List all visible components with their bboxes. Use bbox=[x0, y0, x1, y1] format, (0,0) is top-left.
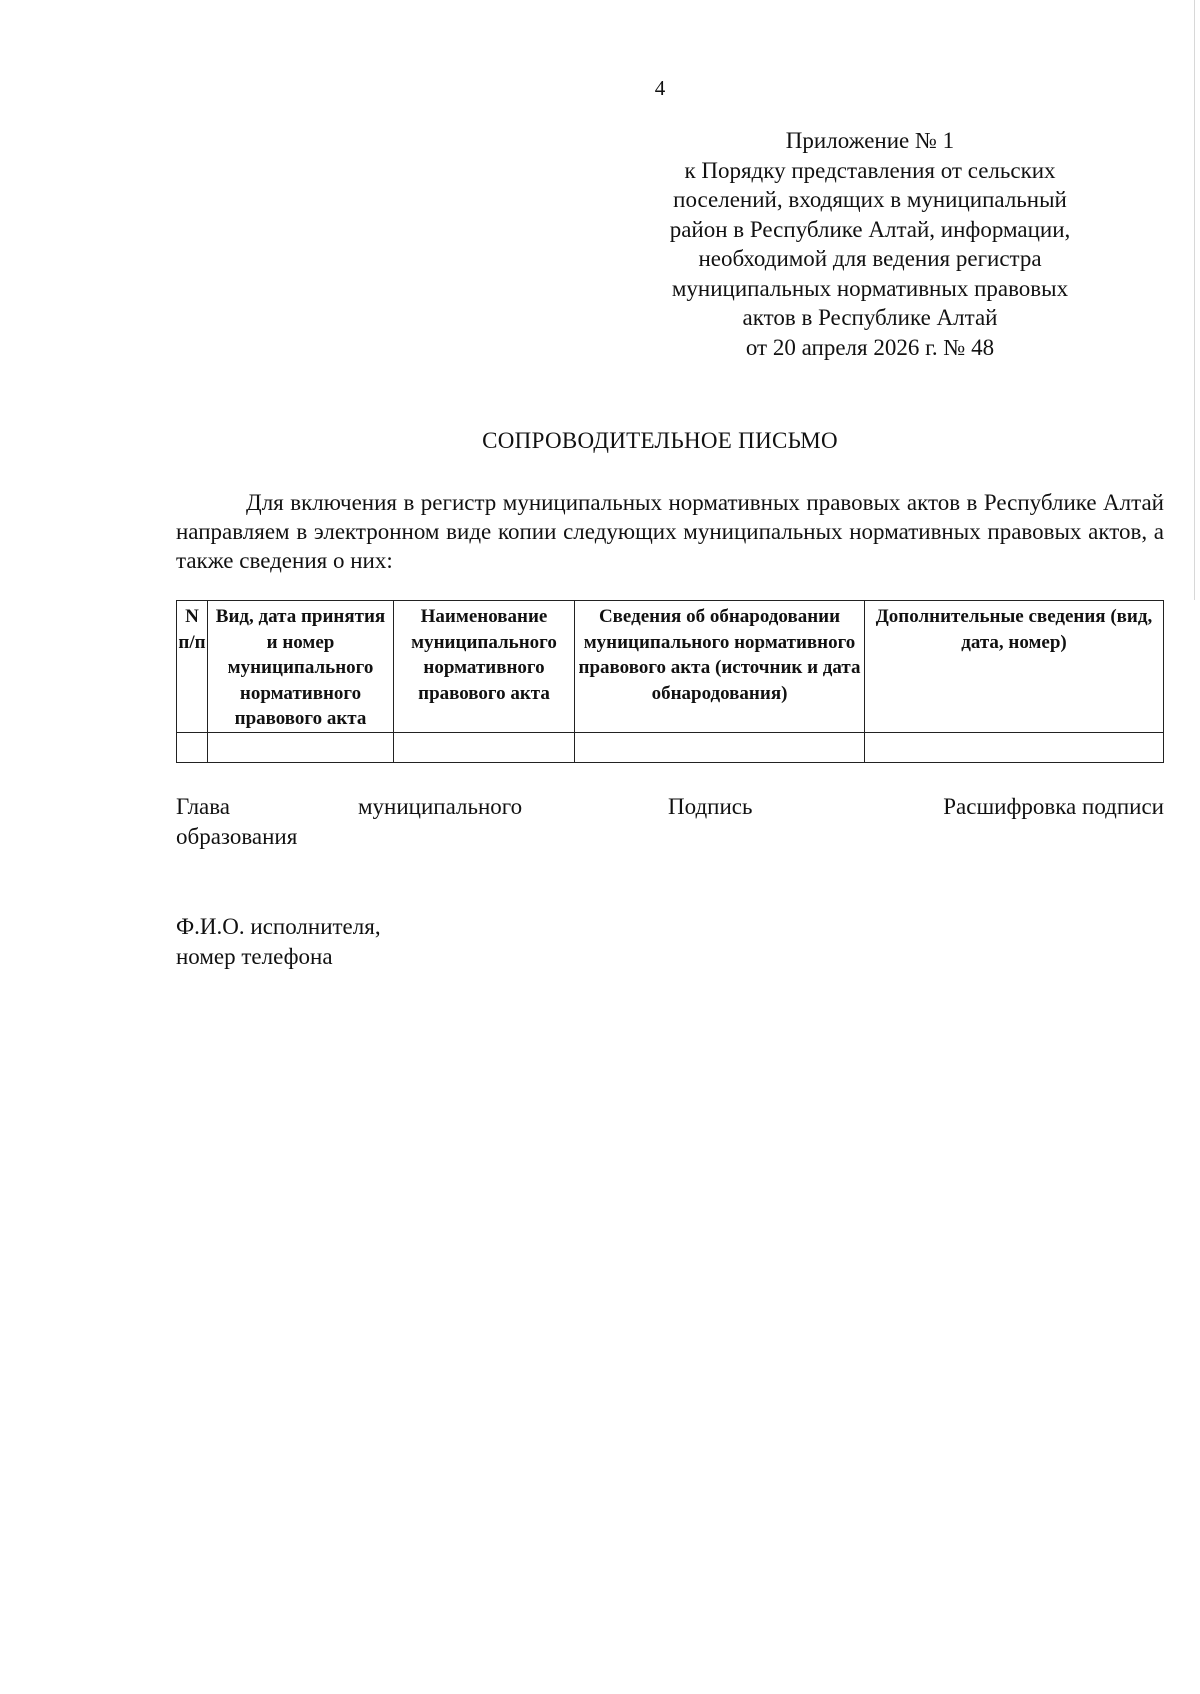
signature-decode-label: Расшифровка подписи bbox=[943, 794, 1164, 819]
annex-line: поселений, входящих в муниципальный bbox=[673, 187, 1067, 212]
page-number: 4 bbox=[654, 76, 666, 100]
annex-line: район в Республике Алтай, информации, bbox=[669, 216, 1071, 242]
intro-paragraph: Для включения в регистр муниципальных нормативных правовых актов в Республике Алтай направляем в электронном виде копии следующих муниципальных нормативных правовых актов, а также сведения о них: bbox=[176, 490, 1164, 573]
annex-line: от 20 апреля 2026 г. № 48 bbox=[745, 334, 995, 360]
column-header-act-name: Наименование муниципального нормативного правового акта bbox=[394, 601, 575, 733]
table-header-row bbox=[177, 601, 1164, 733]
table-cell bbox=[208, 732, 394, 762]
column-header-act-type: Вид, дата принятия и номер муниципального нормативного правового акта bbox=[208, 601, 394, 733]
document-title: СОПРОВОДИТЕЛЬНОЕ ПИСЬМО bbox=[482, 428, 838, 453]
table-cell bbox=[177, 732, 208, 762]
table-cell bbox=[575, 732, 865, 762]
executor-block bbox=[176, 912, 381, 972]
executor-name-label: Ф.И.О. исполнителя, bbox=[176, 914, 381, 939]
head-word: образования bbox=[176, 824, 298, 849]
table-row bbox=[177, 732, 1164, 762]
column-header-additional: Дополнительные сведения (вид, дата, номер) bbox=[865, 601, 1164, 733]
annex-block bbox=[620, 126, 1120, 362]
annex-line: актов в Республике Алтай bbox=[742, 305, 998, 330]
annex-line: к Порядку представления от сельских bbox=[684, 157, 1056, 183]
annex-line: Приложение № 1 bbox=[785, 128, 955, 153]
executor-phone-label: номер телефона bbox=[176, 944, 333, 969]
signature-label: Подпись bbox=[668, 794, 753, 819]
head-word: муниципального bbox=[358, 794, 523, 819]
column-header-number: N п/п bbox=[177, 601, 208, 733]
acts-table bbox=[176, 600, 1164, 763]
column-header-publication: Сведения об обнародовании муниципального нормативного правового акта (источник и дата обнародования) bbox=[575, 601, 865, 733]
annex-line: необходимой для ведения регистра bbox=[698, 246, 1042, 271]
head-word: Глава bbox=[176, 794, 231, 819]
annex-line: муниципальных нормативных правовых bbox=[671, 275, 1069, 301]
table-cell bbox=[394, 732, 575, 762]
table-cell bbox=[865, 732, 1164, 762]
